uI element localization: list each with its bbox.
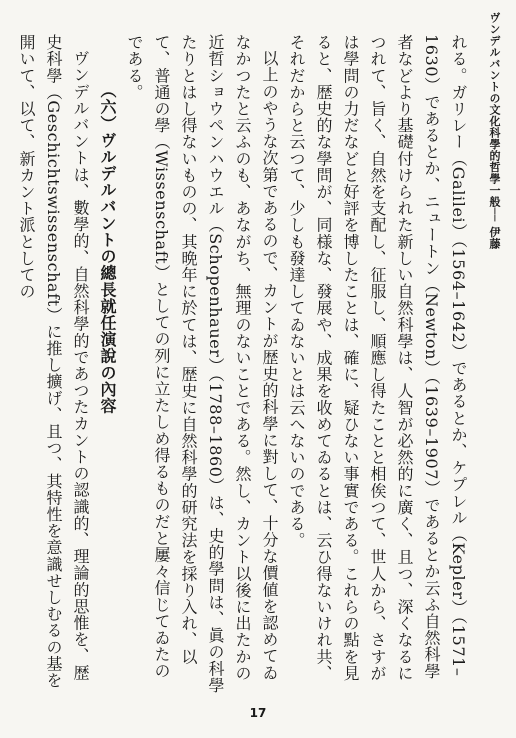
body-text <box>17 34 472 694</box>
section-heading: （六）ヴルデルバントの總長就任演說の內容 <box>98 82 117 414</box>
running-head: ヴンデルバントの文化科學的哲學一般── 伊藤 <box>488 12 501 250</box>
paragraph-windelband: ヴンデルバントは、數學的、自然科學的であつたカントの認識的、理論的思惟を、歴史科學（Geschichtswissenschaft）に推し擴げ、且つ、其特性を意識せしむるの基を開いて、以て、新カント派としての <box>17 34 90 689</box>
page-number: 17 <box>249 706 267 720</box>
paragraph-science-history: れる。ガリレー（Galilei）（1564–1642）であるとか、ケプレル（Kepler）（1571–1630）であるとか、ニュートン（Newton）（1639–1907）であるとか云ふ自然科學者などより基礎付けられた新しい自然科學は、人智が必然的に廣く、且つ、深くなるにつれて、旨く、自然を支配し、征服し、順應し得たことと相俟つて、世人から、さすがは學問の力だなどと好評を博したことは、確に、疑ひない事實である。これらの點を見ると、歴史的な學問が、同様な、發展や、成果を收めてゐるとは、云ひ得ないけれ共、それだからと云つて、少しも發達してゐないとは云へないのである。 <box>287 34 468 682</box>
paragraph-kant-schopenhauer: 以上のやうな次第であるので、カントが歴史的科學に對して、十分な價値を認めてゐなかつたと云ふのも、あながち、無理のないことである。然し、カント以後に出たかの近哲ショウペンハウエル（Schopenhauer）（1788–1860）は、史的學問は、眞の科學たりとはし得ないものの、其晩年に於ては、歴史に自然科學的研究法を採り入れ、以て、普通の學（Wissenschaft）としての列に立たしめ得るものだと屢々信じてゐたのである。 <box>125 34 279 694</box>
